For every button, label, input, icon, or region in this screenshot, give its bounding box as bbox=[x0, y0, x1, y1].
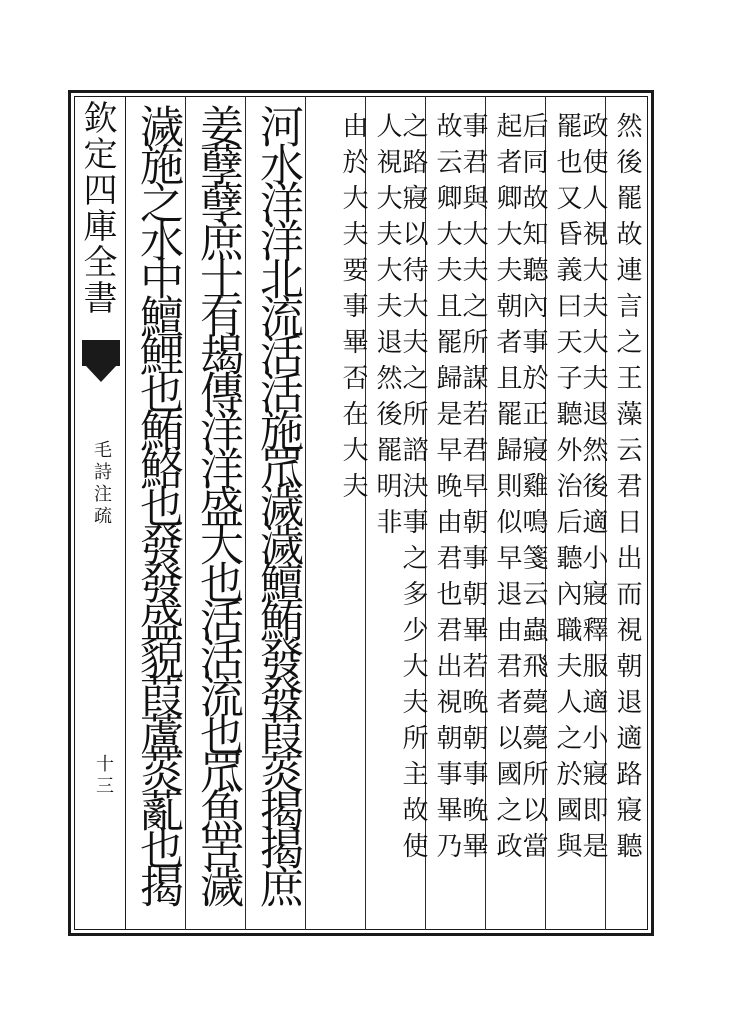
margin-title: 欽定四庫全書 bbox=[77, 100, 117, 316]
main-text-column: 濊施之水中鱣鯉也鮪鮥也發發盛貌葭蘆菼薍也揭 bbox=[132, 104, 183, 902]
column-rule bbox=[245, 96, 246, 930]
text-column: 人視大夫大夫退然後罷明非 bbox=[372, 112, 402, 544]
margin-section: 毛詩注疏 bbox=[91, 440, 112, 528]
text-column: 后同故知聽內事於正寢雞鳴箋云蟲飛薨薨所以當 bbox=[518, 112, 548, 868]
text-column: 由於大夫要事畢否在大夫 bbox=[338, 112, 368, 508]
main-text-column: 姜孽孽庶士有朅傳洋洋盛大也活活流也罛魚罟濊 bbox=[192, 104, 243, 902]
main-text-column: 河水洋洋北流活活施罛濊濊鱣鮪發發葭菼揭揭庶 bbox=[252, 104, 303, 902]
text-column: 事君與大夫之所謀若君早朝事朝畢若晚朝事晚畢 bbox=[458, 112, 488, 868]
text-column: 起者卿大夫朝者且罷歸則似早退由君者以國之政 bbox=[492, 112, 522, 868]
column-rule bbox=[305, 96, 306, 930]
margin-divider bbox=[125, 96, 126, 930]
text-column: 然後罷故連言之王藻云君日出而視朝退適路寢聽 bbox=[612, 112, 642, 868]
text-column: 故云卿大夫且罷歸是早晚由君也君出視朝事畢乃 bbox=[432, 112, 462, 868]
fishtail-mark bbox=[82, 340, 120, 366]
text-column: 之路寢以待大夫之所諮決事之多少大夫所主故使 bbox=[398, 112, 428, 868]
margin-page-number: 十三 bbox=[93, 754, 114, 798]
column-rule bbox=[185, 96, 186, 930]
text-column: 罷也又昏義曰天子聽外治后聽內職夫人之於國與 bbox=[552, 112, 582, 868]
text-column: 政使人視大夫大夫退然後適小寢釋服適小寢即是 bbox=[578, 112, 608, 868]
